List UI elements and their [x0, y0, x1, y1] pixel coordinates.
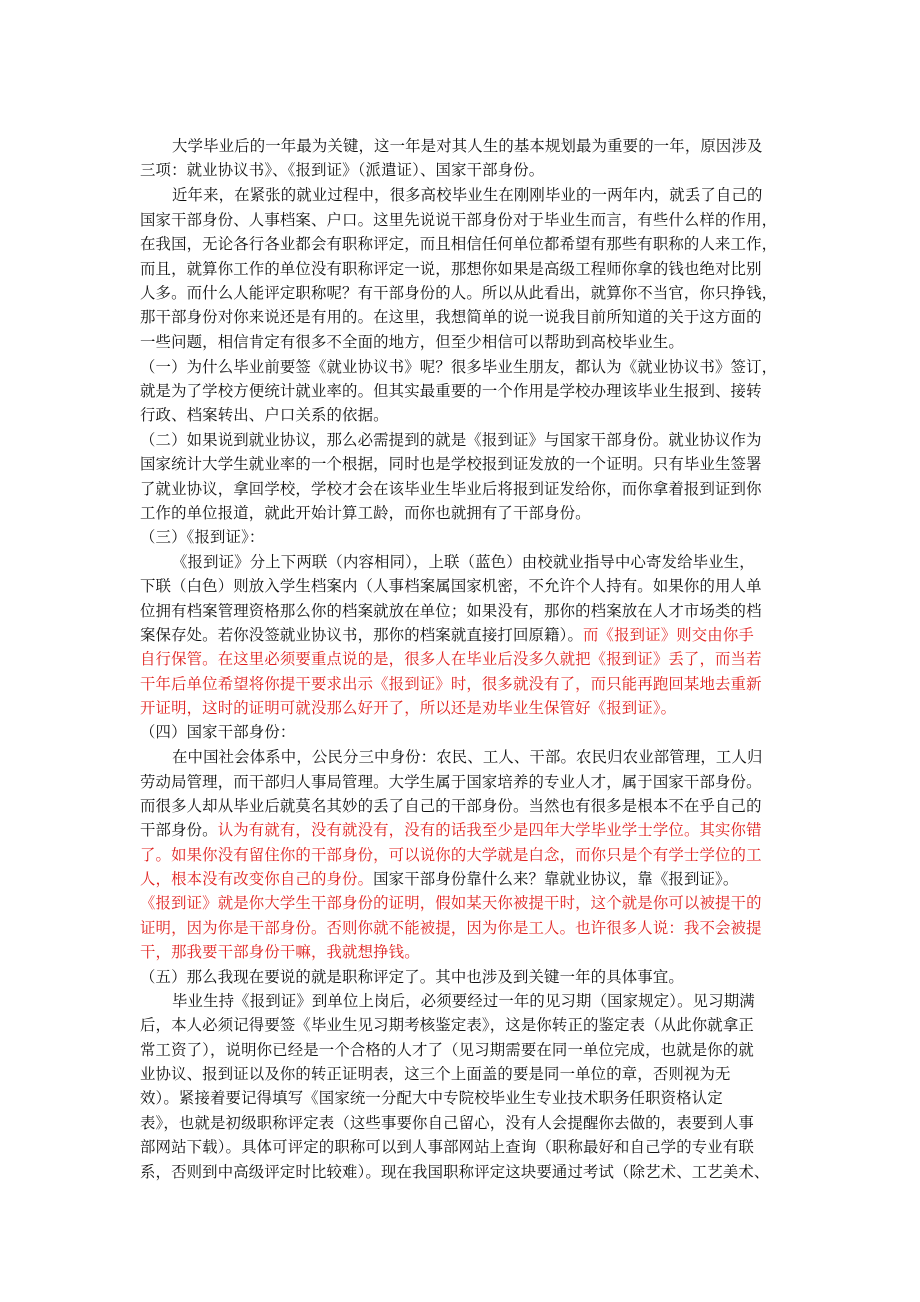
text-line: 业协议、报到证以及你的转正证明表，这三个上面盖的要是同一单位的章，否则视为无 [140, 1065, 731, 1083]
text-line: 常工资了），说明你已经是一个合格的人才了（见习期需要在同一单位完成，也就是你的就 [140, 1041, 754, 1059]
text-line: 国家统计大学生就业率的一个根据，同时也是学校报到证发放的一个证明。只有毕业生签署 [140, 455, 762, 473]
highlighted-text: 开证明，这时的证明可就没那么好开了，所以还是劝毕业生保管好《报到证》。 [140, 699, 677, 717]
text-line: 一些问题，相信肯定有很多不全面的地方，但至少相信可以帮助到高校毕业生。 [140, 333, 684, 351]
text-line: 大学毕业后的一年最为关键，这一年是对其人生的基本规划最为重要的一年，原因涉及 [172, 137, 763, 155]
text-line [140, 818, 780, 842]
text-line: （二）如果说到就业协议，那么必需提到的就是《报到证》与国家干部身份。就业协议作为 [140, 431, 762, 449]
text-line: 近年来，在紧张的就业过程中，很多高校毕业生在刚刚毕业的一两年内，就丢了自己的 [172, 186, 763, 204]
text-line: 系，否则到中高级评定时比较难）。现在我国职称评定这块要通过考试（除艺术、工艺美术、 [140, 1163, 770, 1181]
text-line: 在我国，无论各行各业都会有职称评定，而且相信任何单位都希望有那些有职称的人来工作， [140, 235, 778, 253]
text-line: 国家干部身份、人事档案、户口。这里先说说干部身份对于毕业生而言，有些什么样的作用， [140, 211, 778, 229]
text-line: 在中国社会体系中，公民分三中身份：农民、工人、干部。农民归农业部管理，工人归 [172, 748, 763, 766]
text-segment: 干部身份。 [140, 821, 218, 839]
text-line [140, 623, 780, 647]
text-segment: 案保存处。若你没签就业协议书，那你的档案就直接打回原籍）。 [140, 626, 583, 644]
highlighted-text: 《报到证》就是你大学生干部身份的证明，假如某天你被提干时，这个就是你可以被提干的 [140, 894, 762, 912]
section-heading: （四）国家干部身份： [140, 723, 296, 741]
text-line: 位拥有档案管理资格那么你的档案就放在单位；如果没有，那你的档案放在人才市场类的档 [140, 602, 762, 620]
text-line: 人多。而什么人能评定职称呢？有干部身份的人。所以从此看出，就算你不当官，你只挣钱， [140, 284, 778, 302]
text-line: 后，本人必须记得要签《毕业生见习期考核鉴定表》，这是你转正的鉴定表（从此你就拿正 [140, 1016, 754, 1034]
highlighted-text: 而《报到证》则交由你手 [582, 626, 754, 644]
text-line: 效）。紧接着要记得填写《国家统一分配大中专院校毕业生专业技术职务任职资格认定 [140, 1089, 723, 1107]
text-line: 毕业生持《报到证》到单位上岗后，必须要经过一年的见习期（国家规定）。见习期满 [172, 992, 755, 1010]
text-line: 下联（白色）则放入学生档案内（人事档案属国家机密，不允许个人持有。如果你的用人单 [140, 577, 762, 595]
text-line: 部网站下载）。具体可评定的职称可以到人事部网站上查询（职称最好和自己学的专业有联 [140, 1138, 754, 1156]
text-line: 三项：就业协议书》、《报到证》（派遣证）、国家干部身份。 [140, 161, 545, 179]
text-line: （一）为什么毕业前要签《就业协议书》呢？很多毕业生朋友，都认为《就业协议书》签订， [140, 358, 778, 376]
text-segment: 国家干部身份靠什么来？靠就业协议，靠《报到证》。 [373, 870, 739, 888]
text-line: 劳动局管理，而干部归人事局管理。大学生属于国家培养的专业人才，属于国家干部身份。 [140, 773, 762, 791]
text-line [140, 867, 780, 891]
text-line: 了就业协议，拿回学校，学校才会在该毕业生毕业后将报到证发给你，而你拿着报到证到你 [140, 480, 762, 498]
text-line: 工作的单位报道，就此开始计算工龄，而你也就拥有了干部身份。 [140, 504, 591, 522]
section-heading: （五）那么我现在要说的就是职称评定了。其中也涉及到关键一年的具体事宜。 [140, 968, 684, 986]
highlighted-text: 认为有就有，没有就没有，没有的话我至少是四年大学毕业学士学位。其实你错 [217, 821, 762, 839]
highlighted-text: 了。如果你没有留住你的干部身份，可以说你的大学就是白念，而你只是个有学士学位的工 [140, 846, 762, 864]
text-line: 《报到证》分上下两联（内容相同），上联（蓝色）由校就业指导中心寄发给毕业生， [172, 553, 755, 571]
highlighted-text: 人，根本没有改变你自己的身份。 [140, 870, 374, 888]
highlighted-text: 干，那我要干部身份干嘛，我就想挣钱。 [140, 943, 420, 961]
highlighted-text: 干年后单位希望将你提干要求出示《报到证》时，很多就没有了，而只能再跑回某地去重新 [140, 675, 762, 693]
text-line: 行政、档案转出、户口关系的依据。 [140, 406, 389, 424]
text-line: 而很多人却从毕业后就莫名其妙的丢了自己的干部身份。当然也有很多是根本不在乎自己的 [140, 797, 762, 815]
text-line: 那干部身份对你来说还是有用的。在这里，我想简单的说一说我目前所知道的关于这方面的 [140, 308, 762, 326]
highlighted-text: 证明，因为你是干部身份。否则你就不能被提，因为你是工人。也许很多人说：我不会被提 [140, 919, 762, 937]
section-heading: （三）《报到证》： [140, 528, 265, 546]
text-line: 表》，也就是初级职称评定表（这些事要你自己留心，没有人会提醒你去做的，表要到人事 [140, 1114, 754, 1132]
highlighted-text: 自行保管。在这里必须要重点说的是，很多人在毕业后没多久就把《报到证》丢了，而当若 [140, 650, 762, 668]
text-line: 就是为了学校方便统计就业率的。但其实最重要的一个作用是学校办理该毕业生报到、接转 [140, 382, 762, 400]
text-line: 而且，就算你工作的单位没有职称评定一说，那想你如果是高级工程师你拿的钱也绝对比别 [140, 260, 762, 278]
